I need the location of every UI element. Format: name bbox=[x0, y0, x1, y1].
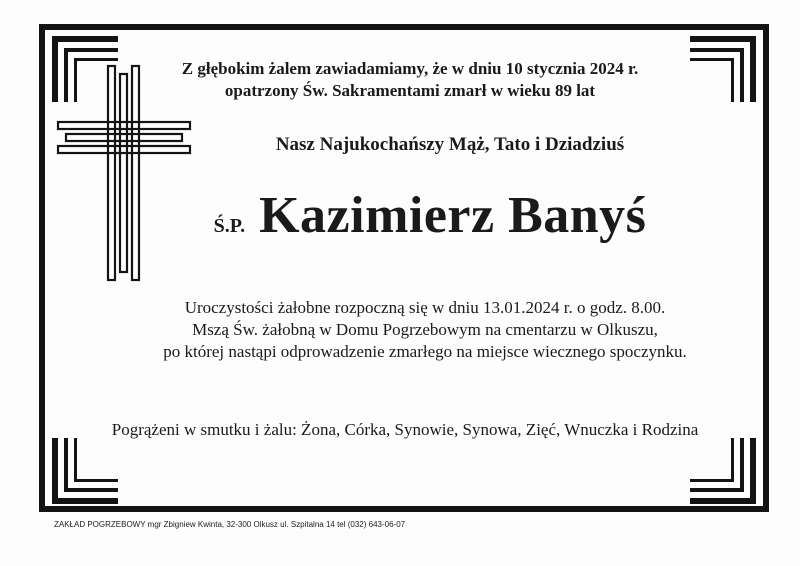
relation-line: Nasz Najukochańszy Mąż, Tato i Dziadziuś bbox=[275, 134, 625, 155]
intro-line: Z głębokim żalem zawiadamiamy, że w dniu 10 stycznia 2024 r. bbox=[181, 59, 639, 78]
ceremony-line: Uroczystości żałobne rozpoczną się w dniu 13.01.2024 r. o godz. 8.00. bbox=[184, 298, 666, 317]
mourners-line: Pogrążeni w smutku i żalu: Żona, Córka, Synowie, Synowa, Zięć, Wnuczka i Rodzina bbox=[111, 420, 699, 439]
corner-ornament-icon bbox=[690, 438, 756, 504]
ceremony-details bbox=[100, 297, 750, 363]
funeral-home-footer: ZAKŁAD POGRZEBOWY mgr Zbigniew Kwinta, 32-300 Olkusz ul. Szpitalna 14 tel (032) 643-06-07 bbox=[54, 520, 406, 529]
deceased-name-row bbox=[150, 186, 710, 250]
deceased-name: Kazimierz Banyś bbox=[259, 187, 647, 244]
intro-line: opatrzony Św. Sakramentami zmarł w wieku 89 lat bbox=[224, 81, 596, 100]
deceased-prefix: Ś.P. bbox=[213, 215, 246, 237]
intro-announcement bbox=[120, 58, 700, 102]
ceremony-line: Mszą Św. żałobną w Domu Pogrzebowym na cmentarzu w Olkuszu, bbox=[192, 320, 658, 339]
corner-ornament-icon bbox=[52, 438, 118, 504]
ceremony-line: po której nastąpi odprowadzenie zmarłego na miejsce wiecznego spoczynku. bbox=[163, 342, 687, 361]
